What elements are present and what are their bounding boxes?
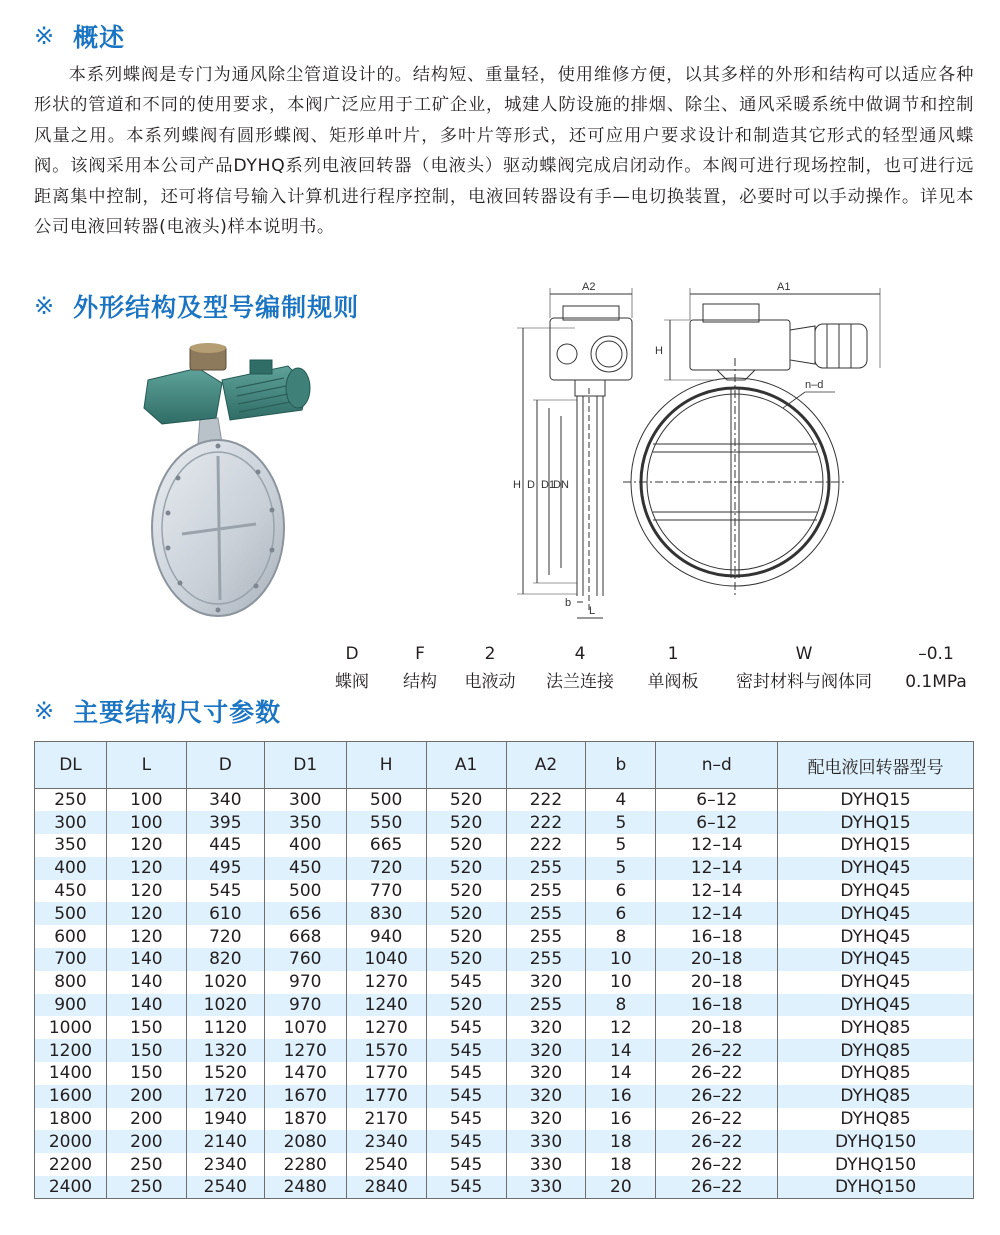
column-header-nd: n–d: [656, 742, 778, 789]
table-cell: 2200: [35, 1153, 107, 1176]
code-letter: 2: [484, 644, 496, 664]
table-cell: 2340: [186, 1153, 264, 1176]
table-cell: 20–18: [656, 948, 778, 971]
code-item: [460, 640, 520, 696]
code-item: [640, 640, 706, 696]
table-cell: 330: [506, 1153, 586, 1176]
table-cell: 1270: [346, 1016, 426, 1039]
table-cell: 1270: [264, 1039, 346, 1062]
code-item: [724, 640, 884, 696]
table-cell: 1520: [186, 1062, 264, 1085]
table-cell: 1400: [35, 1062, 107, 1085]
table-cell: 545: [426, 1085, 506, 1108]
table-cell: 520: [426, 925, 506, 948]
table-cell: 150: [106, 1016, 186, 1039]
table-cell: 520: [426, 994, 506, 1017]
code-letter: –0.1: [918, 644, 954, 664]
table-cell: 100: [106, 811, 186, 834]
table-cell: 222: [506, 834, 586, 857]
table-row: [35, 971, 974, 994]
table-cell: 545: [186, 880, 264, 903]
table-cell: DYHQ85: [778, 1039, 974, 1062]
table-row: [35, 857, 974, 880]
label-d1: D1: [541, 479, 556, 491]
table-cell: 120: [106, 880, 186, 903]
table-cell: DYHQ45: [778, 902, 974, 925]
table-cell: 2140: [186, 1130, 264, 1153]
table-row: [35, 1039, 974, 1062]
code-letter: 4: [574, 644, 586, 664]
table-cell: 26–22: [656, 1085, 778, 1108]
table-row: [35, 1108, 974, 1131]
table-cell: 495: [186, 857, 264, 880]
table-cell: 656: [264, 902, 346, 925]
table-cell: 720: [346, 857, 426, 880]
label-h: H: [513, 479, 521, 491]
table-cell: DYHQ150: [778, 1176, 974, 1199]
code-item: [398, 640, 442, 696]
table-cell: 300: [35, 811, 107, 834]
reference-mark: ※: [34, 292, 56, 320]
table-cell: 255: [506, 925, 586, 948]
table-cell: 200: [106, 1085, 186, 1108]
table-cell: 545: [426, 1062, 506, 1085]
table-cell: 1470: [264, 1062, 346, 1085]
code-letter: D: [345, 644, 359, 664]
table-cell: 720: [186, 925, 264, 948]
code-meaning: 法兰连接: [546, 672, 614, 692]
table-cell: 1570: [346, 1039, 426, 1062]
table-row: [35, 948, 974, 971]
table-cell: 4: [586, 789, 656, 812]
column-header-l: L: [106, 742, 186, 789]
table-cell: 1670: [264, 1085, 346, 1108]
table-row: [35, 1176, 974, 1199]
table-cell: 550: [346, 811, 426, 834]
table-cell: 222: [506, 789, 586, 812]
table-cell: DYHQ45: [778, 994, 974, 1017]
table-cell: 1940: [186, 1108, 264, 1131]
table-cell: 150: [106, 1039, 186, 1062]
dimension-drawing: [505, 278, 905, 628]
table-cell: 12–14: [656, 880, 778, 903]
table-cell: 250: [35, 789, 107, 812]
column-header-a1: A1: [426, 742, 506, 789]
table-cell: 2080: [264, 1130, 346, 1153]
table-cell: 255: [506, 994, 586, 1017]
parameter-table: [34, 741, 974, 1199]
table-row: [35, 1130, 974, 1153]
table-cell: 2540: [346, 1153, 426, 1176]
table-cell: 5: [586, 811, 656, 834]
label-l: L: [589, 605, 596, 617]
table-cell: 1270: [346, 971, 426, 994]
label-dn: DN: [553, 479, 569, 491]
table-cell: 700: [35, 948, 107, 971]
table-cell: 445: [186, 834, 264, 857]
table-cell: 6–12: [656, 811, 778, 834]
table-cell: 330: [506, 1176, 586, 1199]
table-cell: DYHQ150: [778, 1153, 974, 1176]
table-cell: 5: [586, 834, 656, 857]
table-cell: 8: [586, 994, 656, 1017]
column-header-h: H: [346, 742, 426, 789]
table-cell: 395: [186, 811, 264, 834]
code-letter: F: [415, 644, 425, 664]
column-header-model: 配电液回转器型号: [778, 742, 974, 789]
table-cell: DYHQ45: [778, 857, 974, 880]
table-cell: 2400: [35, 1176, 107, 1199]
table-cell: 1020: [186, 971, 264, 994]
table-cell: DYHQ45: [778, 880, 974, 903]
table-cell: 140: [106, 994, 186, 1017]
table-cell: DYHQ45: [778, 948, 974, 971]
table-cell: 20: [586, 1176, 656, 1199]
table-cell: 26–22: [656, 1176, 778, 1199]
table-cell: 1240: [346, 994, 426, 1017]
code-meaning: 电液动: [464, 672, 516, 692]
table-cell: DYHQ45: [778, 971, 974, 994]
table-row: [35, 902, 974, 925]
model-code-legend: [330, 640, 980, 696]
table-cell: 140: [106, 971, 186, 994]
table-cell: 255: [506, 948, 586, 971]
table-cell: 20–18: [656, 971, 778, 994]
table-cell: 14: [586, 1039, 656, 1062]
table-cell: 250: [106, 1176, 186, 1199]
table-cell: 150: [106, 1062, 186, 1085]
table-cell: 545: [426, 1039, 506, 1062]
code-meaning: 结构: [403, 672, 437, 692]
table-cell: 120: [106, 925, 186, 948]
section-title-params: 主要结构尺寸参数: [73, 698, 282, 727]
table-cell: DYHQ85: [778, 1016, 974, 1039]
table-cell: 12–14: [656, 834, 778, 857]
table-cell: 6: [586, 880, 656, 903]
table-cell: DYHQ15: [778, 834, 974, 857]
table-cell: 120: [106, 857, 186, 880]
table-cell: 320: [506, 1108, 586, 1131]
overview-paragraph: 本系列蝶阀是专门为通风除尘管道设计的。结构短、重量轻，使用维修方便，以其多样的外形和结构可以适应各种形状的管道和不同的使用要求，本阀广泛应用于工矿企业，城建人防设施的排烟、除尘、通风采暖系统中做调节和控制风量之用。本系列蝶阀有圆形蝶阀、矩形单叶片，多叶片等形式，还可应用户要求设计和制造其它形式的轻型通风蝶阀。该阀采用本公司产品DYHQ系列电液回转器（电液头）驱动蝶阀完成启闭动作。本阀可进行现场控制，也可进行远距离集中控制，还可将信号输入计算机进行程序控制，电液回转器设有手—电切换装置，必要时可以手动操作。详见本公司电液回转器(电液头)样本说明书。: [34, 65, 974, 238]
table-row: [35, 880, 974, 903]
column-header-d1: D1: [264, 742, 346, 789]
table-cell: 500: [346, 789, 426, 812]
table-cell: 2280: [264, 1153, 346, 1176]
column-header-d: D: [186, 742, 264, 789]
table-cell: 320: [506, 1062, 586, 1085]
table-cell: 1020: [186, 994, 264, 1017]
label-d: D: [527, 479, 535, 491]
table-cell: 970: [264, 971, 346, 994]
code-item: [896, 640, 976, 696]
code-item: [538, 640, 622, 696]
code-meaning: 密封材料与阀体同: [736, 672, 872, 692]
table-cell: 18: [586, 1153, 656, 1176]
table-cell: 545: [426, 1153, 506, 1176]
section-title-overview: 概述: [73, 23, 126, 52]
table-cell: 800: [35, 971, 107, 994]
table-cell: 830: [346, 902, 426, 925]
table-cell: 2840: [346, 1176, 426, 1199]
column-header-a2: A2: [506, 742, 586, 789]
table-cell: 16: [586, 1085, 656, 1108]
reference-mark: ※: [34, 697, 56, 725]
table-cell: 10: [586, 971, 656, 994]
table-cell: 500: [35, 902, 107, 925]
table-row: [35, 994, 974, 1017]
column-header-dl: DL: [35, 742, 107, 789]
table-row: [35, 834, 974, 857]
table-row: [35, 1062, 974, 1085]
table-cell: DYHQ150: [778, 1130, 974, 1153]
table-cell: 520: [426, 834, 506, 857]
table-cell: DYHQ85: [778, 1062, 974, 1085]
table-cell: 300: [264, 789, 346, 812]
table-cell: 760: [264, 948, 346, 971]
table-cell: 1120: [186, 1016, 264, 1039]
table-cell: 520: [426, 857, 506, 880]
table-cell: 16–18: [656, 994, 778, 1017]
table-cell: 1070: [264, 1016, 346, 1039]
table-cell: 26–22: [656, 1039, 778, 1062]
table-cell: 450: [35, 880, 107, 903]
table-cell: 1720: [186, 1085, 264, 1108]
table-cell: 350: [35, 834, 107, 857]
table-cell: 26–22: [656, 1062, 778, 1085]
table-cell: 320: [506, 1016, 586, 1039]
code-meaning: 蝶阀: [335, 672, 369, 692]
table-cell: 12: [586, 1016, 656, 1039]
table-cell: 1870: [264, 1108, 346, 1131]
table-cell: 14: [586, 1062, 656, 1085]
table-cell: 222: [506, 811, 586, 834]
table-cell: 200: [106, 1108, 186, 1131]
table-cell: 6: [586, 902, 656, 925]
table-cell: 18: [586, 1130, 656, 1153]
table-cell: 12–14: [656, 857, 778, 880]
table-cell: 140: [106, 948, 186, 971]
table-cell: 900: [35, 994, 107, 1017]
table-cell: 545: [426, 1130, 506, 1153]
table-cell: 1000: [35, 1016, 107, 1039]
table-cell: 520: [426, 789, 506, 812]
table-cell: 20–18: [656, 1016, 778, 1039]
table-cell: 668: [264, 925, 346, 948]
table-cell: 26–22: [656, 1153, 778, 1176]
table-cell: DYHQ15: [778, 789, 974, 812]
table-cell: 970: [264, 994, 346, 1017]
table-row: [35, 1153, 974, 1176]
table-cell: 350: [264, 811, 346, 834]
table-cell: 120: [106, 834, 186, 857]
table-row: [35, 1016, 974, 1039]
table-cell: 26–22: [656, 1108, 778, 1131]
table-cell: 2480: [264, 1176, 346, 1199]
label-b: b: [565, 597, 572, 609]
code-item: [330, 640, 374, 696]
table-cell: 770: [346, 880, 426, 903]
table-cell: 320: [506, 1039, 586, 1062]
table-cell: 1600: [35, 1085, 107, 1108]
table-cell: 120: [106, 902, 186, 925]
table-cell: 400: [35, 857, 107, 880]
table-cell: 320: [506, 971, 586, 994]
table-cell: 2340: [346, 1130, 426, 1153]
code-meaning: 单阀板: [647, 672, 699, 692]
table-cell: 520: [426, 948, 506, 971]
table-cell: 520: [426, 880, 506, 903]
table-cell: 2000: [35, 1130, 107, 1153]
table-cell: 330: [506, 1130, 586, 1153]
section-title-structure: 外形结构及型号编制规则: [73, 293, 360, 322]
code-letter: W: [795, 644, 813, 664]
table-cell: 8: [586, 925, 656, 948]
section-heading-params: [34, 693, 281, 729]
table-cell: 10: [586, 948, 656, 971]
reference-mark: ※: [34, 22, 56, 50]
table-cell: 610: [186, 902, 264, 925]
table-cell: 200: [106, 1130, 186, 1153]
table-cell: 665: [346, 834, 426, 857]
table-cell: 26–22: [656, 1130, 778, 1153]
table-cell: DYHQ85: [778, 1108, 974, 1131]
label-a1: A1: [777, 281, 791, 293]
table-cell: 250: [106, 1153, 186, 1176]
table-cell: 255: [506, 902, 586, 925]
table-cell: DYHQ85: [778, 1085, 974, 1108]
section-heading-overview: [34, 18, 125, 54]
code-letter: 1: [667, 644, 679, 664]
label-a2: A2: [582, 281, 596, 293]
table-cell: 16: [586, 1108, 656, 1131]
valve-photo: [138, 338, 338, 638]
table-row: [35, 1085, 974, 1108]
table-cell: 340: [186, 789, 264, 812]
table-cell: 6–12: [656, 789, 778, 812]
table-cell: 1770: [346, 1062, 426, 1085]
table-cell: 520: [426, 811, 506, 834]
table-cell: 5: [586, 857, 656, 880]
table-cell: 2170: [346, 1108, 426, 1131]
table-cell: DYHQ45: [778, 925, 974, 948]
table-cell: 1770: [346, 1085, 426, 1108]
table-cell: 100: [106, 789, 186, 812]
column-header-b: b: [586, 742, 656, 789]
label-h-top: H: [655, 345, 663, 357]
table-cell: 940: [346, 925, 426, 948]
table-row: [35, 811, 974, 834]
code-meaning: 0.1MPa: [905, 672, 967, 692]
table-header-row: [35, 742, 974, 789]
table-cell: 400: [264, 834, 346, 857]
table-cell: 1800: [35, 1108, 107, 1131]
table-cell: 255: [506, 880, 586, 903]
table-cell: DYHQ15: [778, 811, 974, 834]
label-nd: n–d: [805, 379, 824, 391]
table-cell: 545: [426, 1108, 506, 1131]
table-cell: 820: [186, 948, 264, 971]
table-cell: 450: [264, 857, 346, 880]
table-cell: 520: [426, 902, 506, 925]
table-cell: 255: [506, 857, 586, 880]
table-cell: 1040: [346, 948, 426, 971]
table-cell: 1320: [186, 1039, 264, 1062]
table-row: [35, 789, 974, 812]
table-cell: 2540: [186, 1176, 264, 1199]
table-cell: 320: [506, 1085, 586, 1108]
table-cell: 545: [426, 1016, 506, 1039]
table-cell: 500: [264, 880, 346, 903]
table-row: [35, 925, 974, 948]
table-cell: 545: [426, 971, 506, 994]
table-cell: 545: [426, 1176, 506, 1199]
table-cell: 600: [35, 925, 107, 948]
table-cell: 1200: [35, 1039, 107, 1062]
table-cell: 12–14: [656, 902, 778, 925]
section-heading-structure: [34, 288, 359, 324]
table-cell: 16–18: [656, 925, 778, 948]
